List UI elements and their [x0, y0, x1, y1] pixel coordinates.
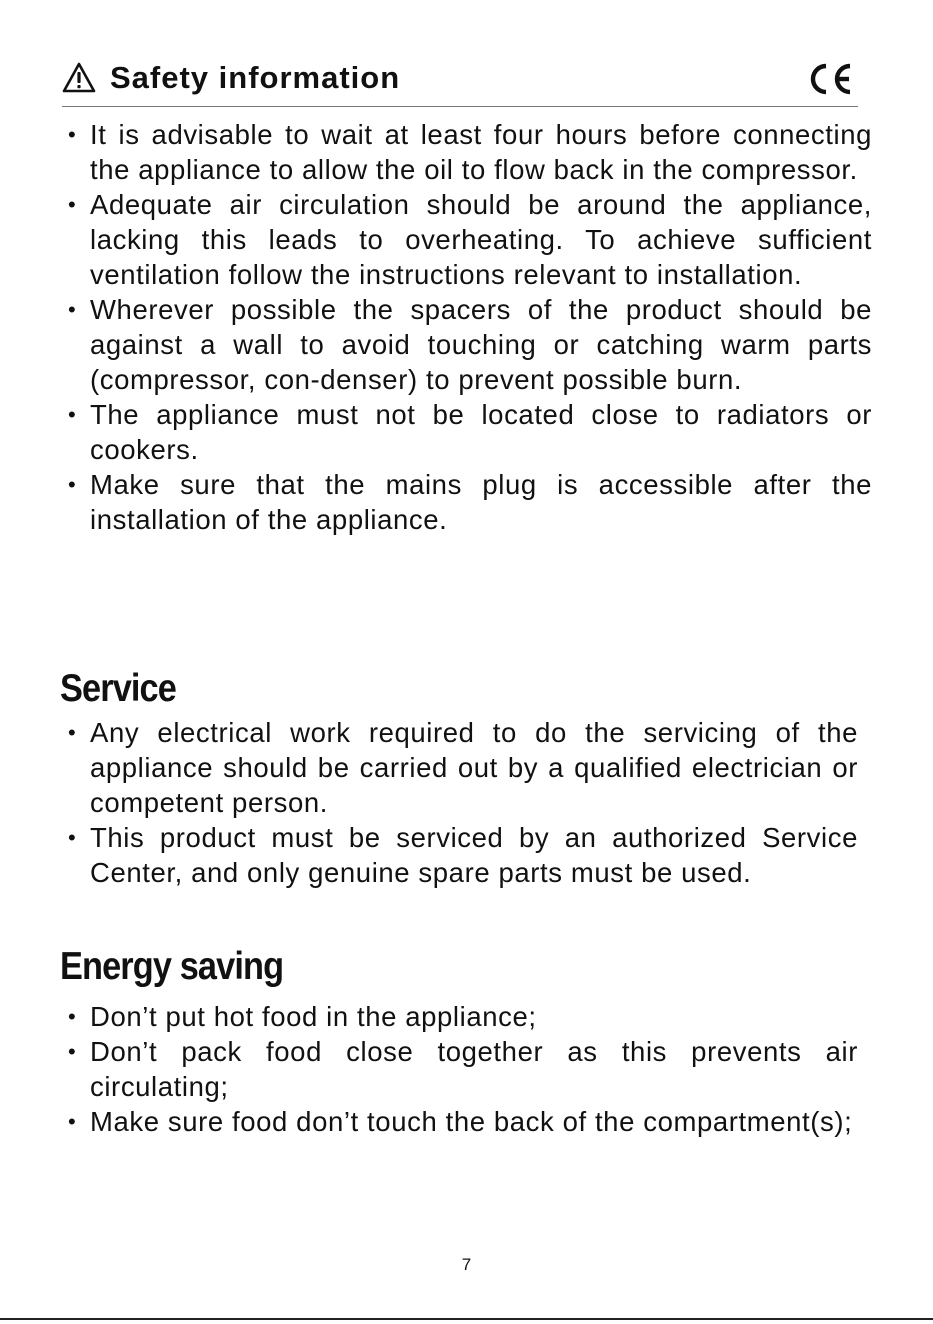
energy-item-text: Don’t pack food close together as this prevents air circulating; [90, 1036, 858, 1102]
list-item [62, 397, 872, 467]
energy-item-text: Don’t put hot food in the appliance; [90, 1001, 537, 1032]
bottom-divider [0, 1318, 933, 1320]
bullet: • [68, 472, 77, 497]
list-item [62, 1034, 858, 1104]
list-item [62, 715, 858, 820]
bullet: • [68, 720, 77, 745]
bullet: • [68, 1039, 77, 1064]
list-item [62, 820, 858, 890]
safety-item-text: Adequate air circulation should be around the appliance, lacking this leads to overheating. To achieve sufficient ventilation follow the instructions relevant to installation. [90, 189, 872, 290]
bullet: • [68, 297, 77, 322]
bullet: • [68, 402, 77, 427]
list-item [62, 187, 872, 292]
list-item [62, 999, 858, 1034]
section-header-safety [62, 58, 858, 106]
list-item [62, 467, 872, 537]
list-item [62, 117, 872, 187]
safety-item-text: Make sure that the mains plug is accessible after the installation of the appliance. [90, 469, 872, 535]
list-item [62, 292, 872, 397]
bullet: • [68, 122, 77, 147]
safety-item-text: It is advisable to wait at least four hours before connecting the appliance to allow the oil to flow back in the compressor. [90, 119, 872, 185]
service-list [62, 715, 858, 890]
safety-item-text: The appliance must not be located close to radiators or cookers. [90, 399, 872, 465]
energy-saving-heading: Energy saving [60, 945, 284, 988]
ce-mark-icon [806, 62, 854, 96]
bullet: • [68, 825, 77, 850]
safety-list [62, 117, 872, 537]
bullet: • [68, 1109, 77, 1134]
section-title-safety: Safety information [110, 60, 401, 95]
safety-item-text: Wherever possible the spacers of the product should be against a wall to avoid touching or catching warm parts (compressor, con-denser) to prevent possible burn. [90, 294, 872, 395]
list-item [62, 1104, 858, 1139]
energy-item-text: Make sure food don’t touch the back of the compartment(s); [90, 1106, 853, 1137]
bullet: • [68, 1004, 77, 1029]
service-item-text: This product must be serviced by an authorized Service Center, and only genuine spare parts must be used. [90, 822, 858, 888]
page-number: 7 [461, 1255, 472, 1274]
service-heading: Service [60, 667, 176, 710]
header-divider [62, 106, 858, 107]
warning-triangle-icon [62, 62, 96, 94]
service-item-text: Any electrical work required to do the servicing of the appliance should be carried out by a qualified electrician or competent person. [90, 717, 858, 818]
energy-saving-list [62, 999, 858, 1139]
bullet: • [68, 192, 77, 217]
